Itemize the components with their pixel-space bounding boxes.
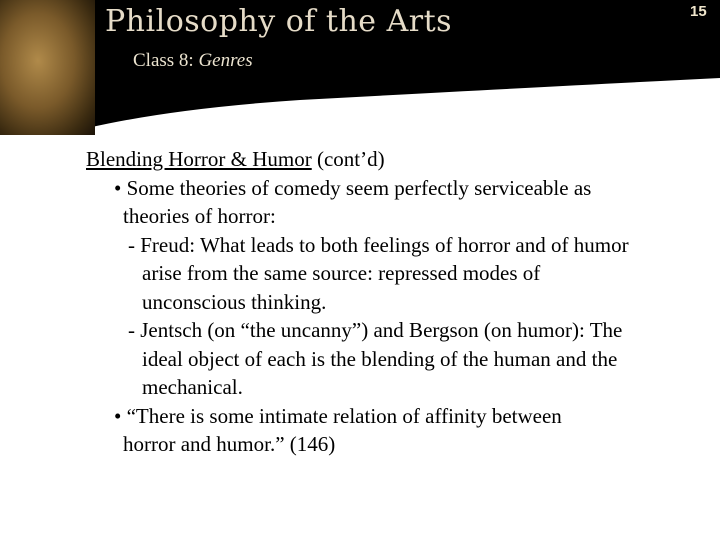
slide-body — [86, 145, 706, 459]
sub-bullet-jentsch: - Jentsch (on “the uncanny”) and Bergson (on humor): The — [128, 318, 623, 342]
sub-bullet-freud-cont-2: unconscious thinking. — [142, 289, 327, 314]
slide-title: Philosophy of the Arts — [105, 4, 453, 39]
sub-bullet-freud-cont-1: arise from the same source: repressed modes of — [142, 261, 541, 285]
sub-bullet-jentsch-cont-1: ideal object of each is the blending of the human and the — [142, 346, 618, 371]
page-number: 15 — [690, 3, 707, 20]
sub-bullet-jentsch-cont-2: mechanical. — [142, 375, 243, 399]
bullet-1-cont: theories of horror: — [123, 204, 276, 228]
class-subtitle: Class 8: Genres — [133, 50, 253, 71]
bullet-2: • “There is some intimate relation of affinity between — [114, 403, 562, 428]
slide-header — [0, 0, 720, 135]
sub-bullet-freud: - Freud: What leads to both feelings of horror and of humor — [128, 232, 629, 257]
bullet-1: • Some theories of comedy seem perfectly serviceable as — [114, 175, 592, 200]
portrait-image — [0, 0, 95, 135]
section-heading: Blending Horror & Humor (cont’d) — [86, 147, 385, 171]
bullet-2-cont: horror and humor.” (146) — [123, 432, 336, 456]
